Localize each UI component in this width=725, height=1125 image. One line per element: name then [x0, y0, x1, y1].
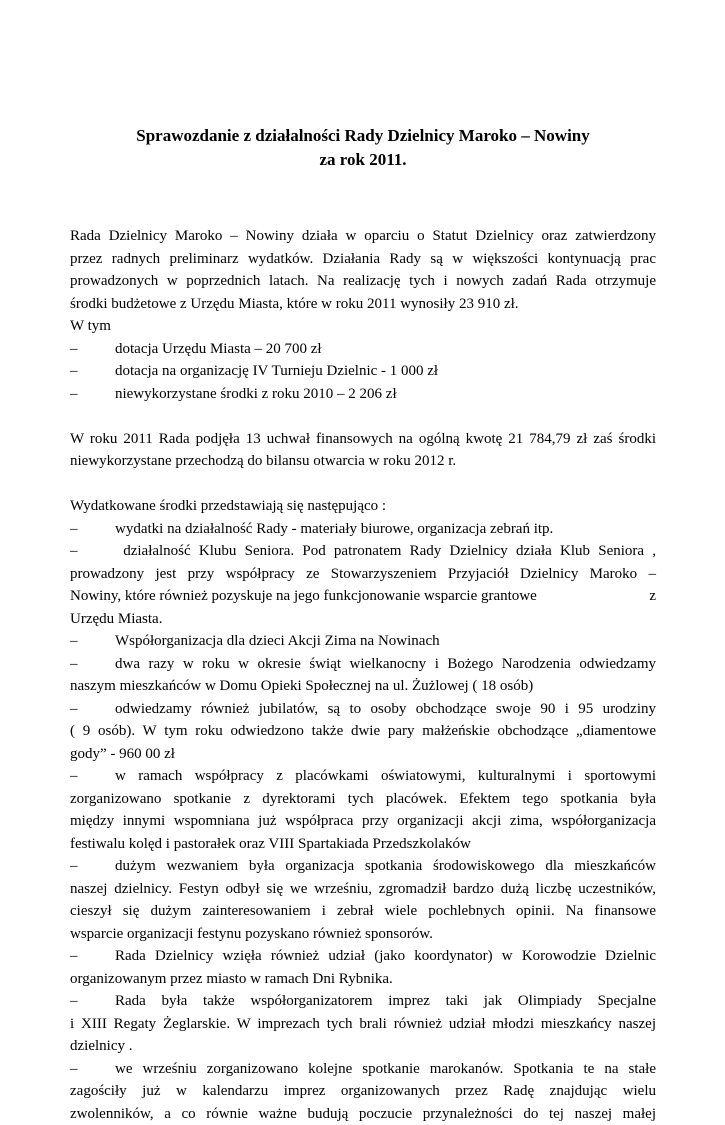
dash-marker: – [70, 360, 110, 383]
dash-marker: – [70, 990, 115, 1013]
spending-item-text: festiwalu kolęd i pastorałek oraz VIII Spartakiada Przedszkolaków [70, 833, 656, 856]
spending-item-text: naszej dzielnicy. Festyn odbył się we wrześniu, zgromadził bardzo dużą liczbę uczestników, [70, 878, 656, 901]
spending-item [70, 945, 656, 990]
spending-item-text: dużym wezwaniem była organizacja spotkania środowiskowego dla mieszkańców [115, 858, 656, 874]
spending-item-text: Rada Dzielnicy wzięła również udział (jako koordynator) w Korowodzie Dzielnic [115, 948, 656, 964]
intro-line: przez radnych preliminarz wydatków. Działania Rady są w większości kontynuacją prac [70, 248, 656, 271]
spending-item-text: wsparcie organizacji festynu pozyskano również sponsorów. [70, 923, 656, 946]
spending-item-text: działalność Klubu Seniora. Pod patronatem Rady Dzielnicy działa Klub Seniora , [115, 543, 656, 559]
spending-item [70, 630, 656, 653]
spending-intro: Wydatkowane środki przedstawiają się następująco : [70, 495, 656, 518]
intro-line: prowadzonych w poprzednich latach. Na realizację tych i nowych zadań Rada otrzymuje [70, 270, 656, 293]
spending-item-text: w ramach współpracy z placówkami oświatowymi, kulturalnymi i sportowymi [115, 768, 656, 784]
resolutions-line: W roku 2011 Rada podjęła 13 uchwał finansowych na ogólną kwotę 21 784,79 zł zaś środki [70, 428, 656, 451]
document-title [70, 124, 656, 172]
spending-item-text: między innymi wspomniana już współpraca przy organizacji akcji zima, współorganizacja [70, 810, 656, 833]
funds-list-item [70, 383, 656, 406]
spending-item-text: zagościły już w kalendarzu imprez organizowanych przez Radę znajdując wielu [70, 1080, 656, 1103]
spending-item-text: dwa razy w roku w okresie świąt wielkanocny i Bożego Narodzenia odwiedzamy [115, 656, 656, 672]
spending-item [70, 855, 656, 945]
dash-marker: – [70, 1058, 115, 1081]
dash-marker: – [70, 518, 110, 541]
spending-item-text: Współorganizacja dla dzieci Akcji Zima na Nowinach [115, 633, 440, 649]
spending-item-text: zwolenników, a co równie ważne budują poczucie przynależności do tej naszej małej [70, 1103, 656, 1125]
resolutions-paragraph [70, 428, 656, 473]
spending-item-text: we wrześniu zorganizowano kolejne spotkanie marokanów. Spotkania te na stałe [115, 1061, 656, 1077]
intro-paragraph [70, 225, 656, 338]
title-line-1: Sprawozdanie z działalności Rady Dzielnicy Maroko – Nowiny [70, 124, 656, 148]
spending-item-text: naszym mieszkańców w Domu Opieki Społecznej na ul. Żużlowej ( 18 osób) [70, 675, 656, 698]
funds-item-text: dotacja Urzędu Miasta – 20 700 zł [115, 341, 322, 357]
funds-item-text: niewykorzystane środki z roku 2010 – 2 206 zł [115, 386, 397, 402]
dash-marker: – [70, 383, 110, 406]
spending-item [70, 698, 656, 766]
spending-item [70, 518, 656, 541]
spending-item-text: z [649, 585, 656, 608]
resolutions-line: niewykorzystane przechodzą do bilansu otwarcia w roku 2012 r. [70, 450, 656, 473]
intro-line: W tym [70, 315, 656, 338]
dash-marker: – [70, 698, 115, 721]
intro-line: Rada Dzielnicy Maroko – Nowiny działa w oparciu o Statut Dzielnicy oraz zatwierdzony [70, 225, 656, 248]
spending-item-text: Nowiny, które również pozyskuje na jego funkcjonowanie wsparcie grantowe [70, 585, 537, 608]
spending-item-text: gody” - 960 00 zł [70, 743, 656, 766]
spending-item-text: zorganizowano spotkanie z dyrektorami tych placówek. Efektem tego spotkania była [70, 788, 656, 811]
spending-item [70, 653, 656, 698]
dash-marker: – [70, 945, 115, 968]
dash-marker: – [70, 855, 115, 878]
title-line-2: za rok 2011. [70, 148, 656, 172]
spending-item-text: cieszył się dużym zainteresowaniem i zebrał wiele pochlebnych opinii. Na finansowe [70, 900, 656, 923]
spending-item-text: wydatki na działalność Rady - materiały biurowe, organizacja zebrań itp. [115, 521, 553, 537]
document-body [70, 225, 656, 1125]
funds-list-item [70, 338, 656, 361]
dash-marker: – [70, 765, 115, 788]
spending-item-text: prowadzony jest przy współpracy ze Stowarzyszeniem Przyjaciół Dzielnicy Maroko – [70, 563, 656, 586]
spending-item-text: odwiedzamy również jubilatów, są to osoby obchodzące swoje 90 i 95 urodziny [115, 701, 656, 717]
spending-item-text: Rada była także współorganizatorem imprez taki jak Olimpiady Specjalne [115, 993, 656, 1009]
spending-item-text: Urzędu Miasta. [70, 608, 656, 631]
dash-marker: – [70, 338, 110, 361]
spending-item [70, 540, 656, 630]
dash-marker: – [70, 540, 115, 563]
funds-list-item [70, 360, 656, 383]
spending-item [70, 1058, 656, 1125]
spending-item-text: organizowanym przez miasto w ramach Dni Rybnika. [70, 968, 656, 991]
spending-item [70, 765, 656, 855]
dash-marker: – [70, 630, 110, 653]
funds-item-text: dotacja na organizację IV Turnieju Dzielnic - 1 000 zł [115, 363, 438, 379]
intro-line: środki budżetowe z Urzędu Miasta, które w roku 2011 wynosiły 23 910 zł. [70, 293, 656, 316]
spending-item-text: dzielnicy . [70, 1035, 656, 1058]
spending-item-text: i XIII Regaty Żeglarskie. W imprezach tych brali również udział młodzi mieszkańcy naszej [70, 1013, 656, 1036]
dash-marker: – [70, 653, 115, 676]
spending-item-text: ( 9 osób). W tym roku odwiedzono także dwie pary małżeńskie obchodzące „diamentowe [70, 720, 656, 743]
